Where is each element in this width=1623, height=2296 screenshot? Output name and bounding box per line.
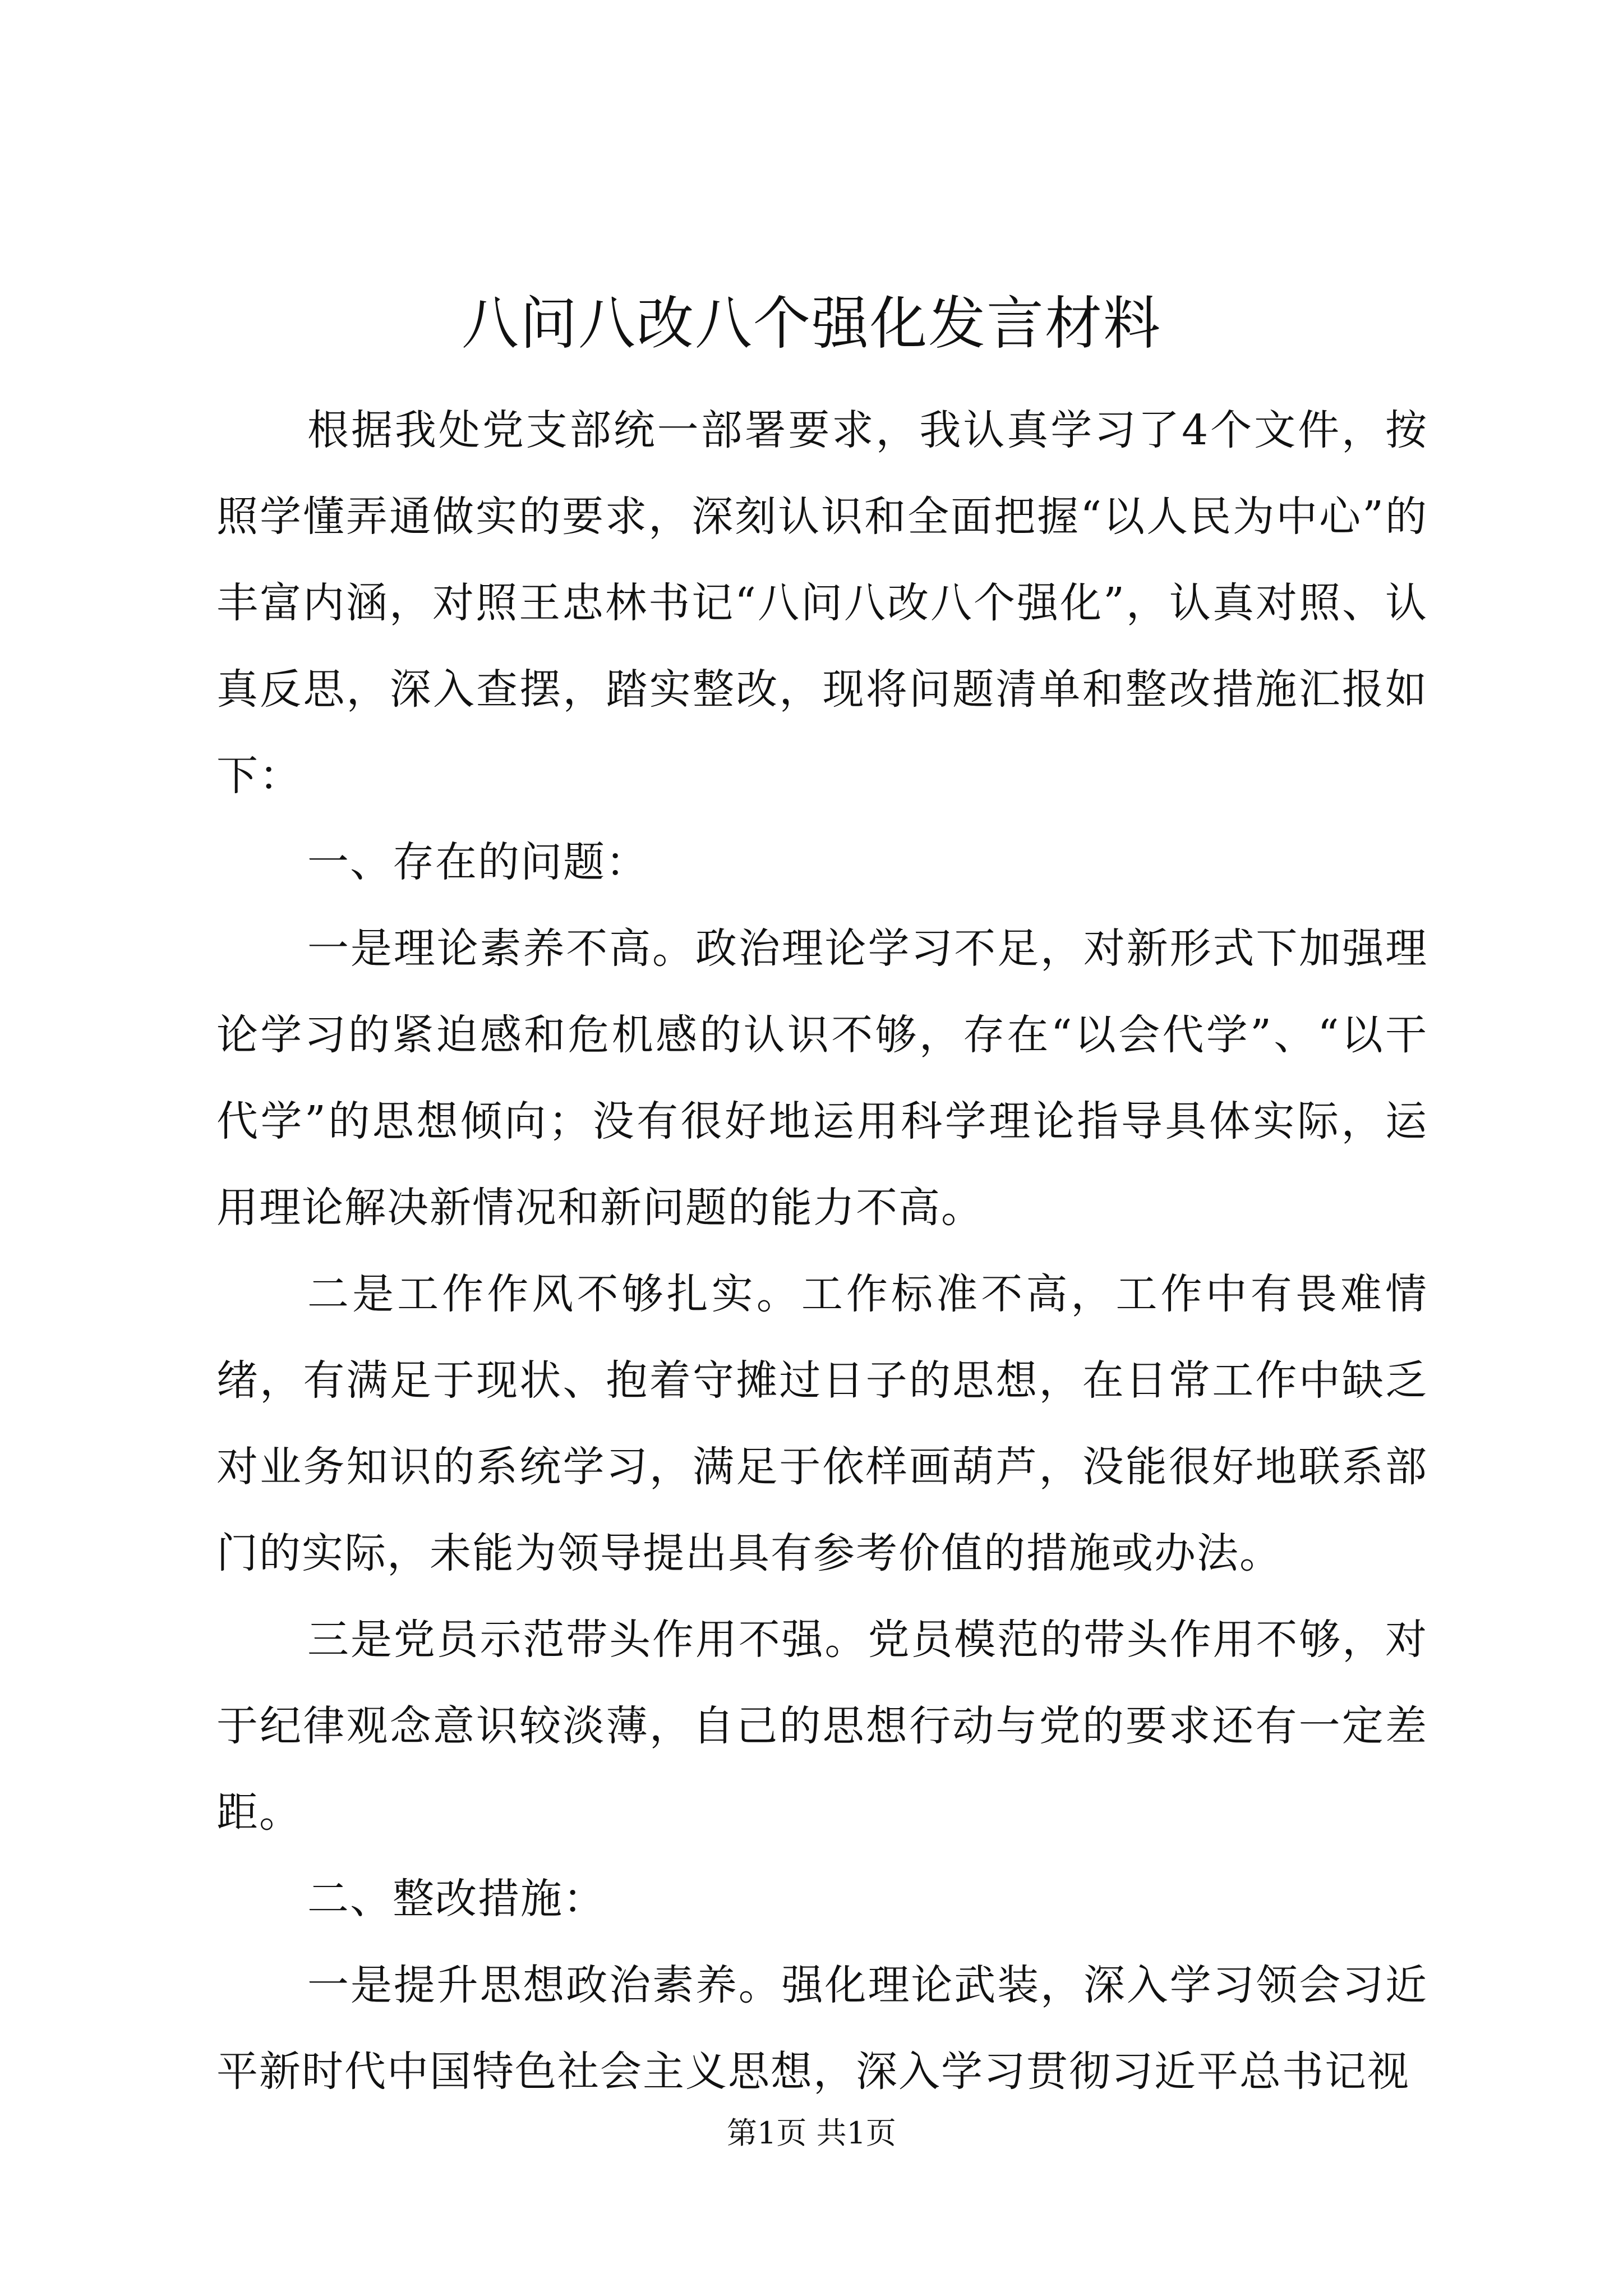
problem-paragraph-3: 三是党员示范带头作用不强。党员模范的带头作用不够，对于纪律观念意识较淡薄，自己的思想行动与党的要求还有一定差距。 <box>216 1616 1428 1837</box>
measure-paragraph-1: 一是提升思想政治素养。强化理论武装，深入学习领会习近平新时代中国特色社会主义思想，深入学习贯彻习近平总书记视 <box>216 1961 1428 2096</box>
problem-paragraph-1: 一是理论素养不高。政治理论学习不足，对新形式下加强理论学习的紧迫感和危机感的认识不够，存在“以会代学”、“以干代学”的思想倾向；没有很好地运用科学理论指导具体实际，运用理论解决新情况和新问题的能力不高。 <box>216 924 1428 1232</box>
intro-paragraph: 根据我处党支部统一部署要求，我认真学习了4个文件，按照学懂弄通做实的要求，深刻认识和全面把握“以人民为中心”的丰富内涵，对照王忠林书记“八问八改八个强化”，认真对照、认真反思，深入查摆，踏实整改，现将问题清单和整改措施汇报如下： <box>216 406 1428 800</box>
document-body <box>216 387 1428 2115</box>
problem-paragraph-2: 二是工作作风不够扎实。工作标准不高，工作中有畏难情绪，有满足于现状、抱着守摊过日子的思想，在日常工作中缺乏对业务知识的系统学习，满足于依样画葫芦，没能很好地联系部门的实际，未能为领导提出具有参考价值的措施或办法。 <box>216 1270 1428 1577</box>
document-title: 八问八改八个强化发言材料 <box>462 291 1161 357</box>
page-footer: 第1页 共1页 <box>727 2115 896 2151</box>
section-heading-measures: 二、整改措施： <box>307 1875 606 1923</box>
section-heading-problems: 一、存在的问题： <box>307 838 648 886</box>
